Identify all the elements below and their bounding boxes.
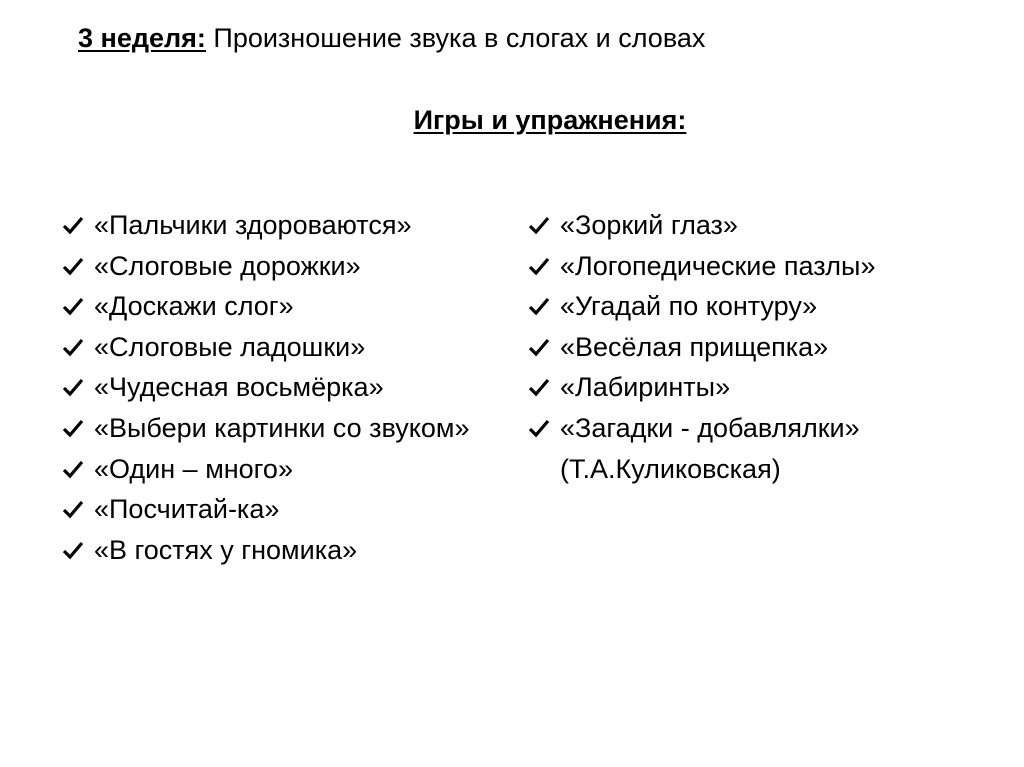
list-item-text: «Выбери картинки со звуком» [94,412,470,443]
checkmark-icon [528,215,550,235]
games-heading: Игры и упражнения: [413,105,687,135]
list-item [62,367,482,408]
checkmark-icon [62,540,84,560]
checkmark-icon [62,296,84,316]
list-item [62,327,482,368]
list-item [62,449,482,490]
checkmark-icon [62,499,84,519]
list-item-text: «Чудесная восьмёрка» [94,372,384,403]
checkmark-icon [62,418,84,438]
list-item [528,367,968,408]
list-item [62,246,482,287]
checkmark-icon [62,377,84,397]
list-item [62,205,482,246]
list-item [528,286,968,327]
list-item-text: «Зоркий глаз» [560,210,738,240]
checkmark-icon [62,256,84,276]
checkmark-icon [528,418,550,438]
list-item [528,408,968,489]
list-item-text: «Слоговые дорожки» [94,250,361,281]
list-item [62,286,482,327]
checkmark-icon [62,459,84,479]
checkmark-icon [528,296,550,316]
title-week-label: 3 неделя: [78,23,206,53]
list-item [62,408,482,449]
list-item-text: «Весёлая прищепка» [560,331,829,362]
list-item [528,246,968,287]
list-item [528,327,968,368]
list-item-text: «В гостях у гномика» [94,534,358,565]
slide-title [78,20,705,56]
list-item [62,489,482,530]
list-item-text: «Посчитай-ка» [94,494,280,525]
list-item-text: «Пальчики здороваются» [94,210,412,240]
checkmark-icon [62,337,84,357]
list-item-text: «Логопедические пазлы» [560,250,876,281]
list-item-text: «Доскажи слог» [94,291,294,322]
checkmark-icon [528,256,550,276]
list-item-text: «Лабиринты» [560,372,731,403]
checkmark-icon [62,215,84,235]
list-item-text: «Угадай по контуру» [560,291,818,322]
list-item-text: «Один – много» [94,453,293,484]
list-item [528,205,968,246]
list-item-text: «Слоговые ладошки» [94,331,366,362]
title-topic: Произношение звука в слогах и словах [205,23,706,53]
checkmark-icon [528,377,550,397]
games-list-left [62,205,482,570]
list-item [62,530,482,571]
games-list-right [528,205,968,489]
checkmark-icon [528,337,550,357]
list-item-text: «Загадки - добавлялки» (Т.А.Куликовская) [560,412,860,484]
